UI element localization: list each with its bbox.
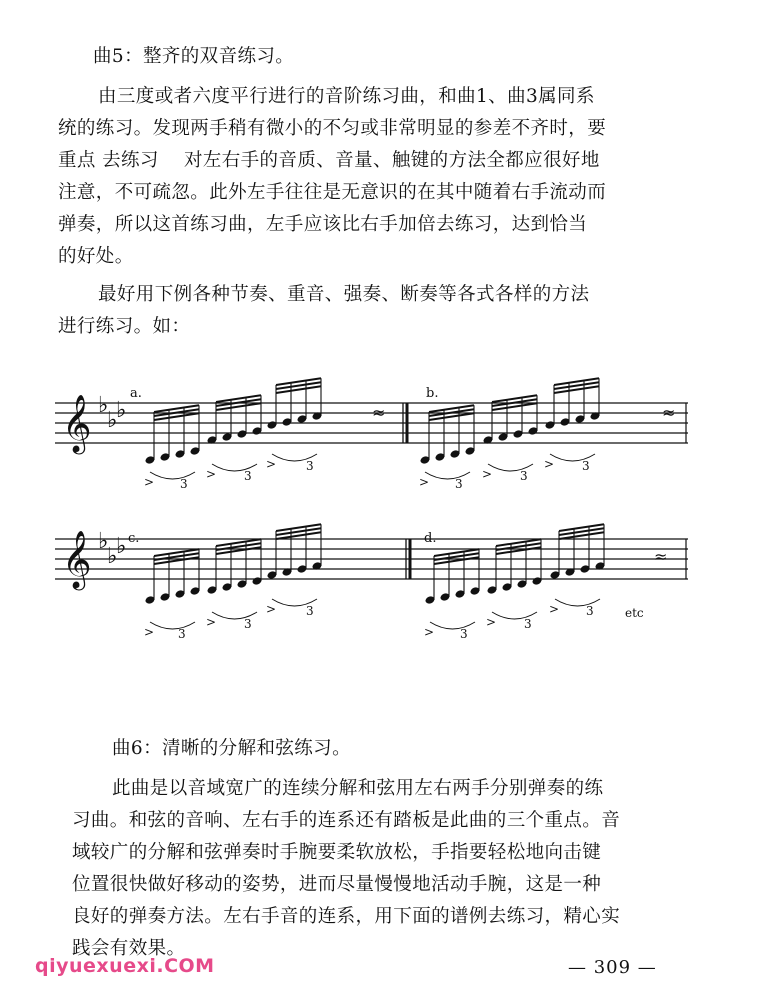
watermark: qiyuexuexi.COM	[35, 955, 215, 977]
staff-system-2	[55, 539, 688, 579]
section5-p1-line6: 的好处。	[58, 246, 134, 267]
example-label-a: a.	[130, 386, 142, 401]
page-number: — 309 —	[568, 957, 657, 978]
svg-text:>: >	[544, 457, 555, 471]
svg-text:3: 3	[306, 604, 314, 618]
section6-p1-line6: 践会有效果。	[72, 938, 186, 959]
section6-title: 曲6：清晰的分解和弦练习。	[112, 738, 351, 759]
svg-text:3: 3	[180, 477, 188, 491]
svg-text:3: 3	[244, 617, 252, 631]
svg-text:>: >	[206, 467, 217, 481]
example-label-b: b.	[426, 386, 439, 401]
svg-text:♭: ♭	[98, 529, 109, 554]
svg-text:3: 3	[520, 469, 528, 483]
section5-p1-line2: 统的练习。发现两手稍有微小的不匀或非常明显的参差不齐时，要	[58, 118, 607, 139]
example-label-d: d.	[424, 531, 437, 546]
svg-text:>: >	[266, 602, 277, 616]
svg-text:♭: ♭	[107, 408, 118, 433]
svg-text:≈: ≈	[372, 403, 386, 422]
section5-p2-line1: 最好用下例各种节奏、重音、强奏、断奏等各式各样的方法	[98, 284, 590, 305]
svg-text:>: >	[419, 475, 430, 489]
svg-text:>: >	[144, 475, 155, 489]
svg-text:3: 3	[455, 477, 463, 491]
svg-text:>: >	[266, 457, 277, 471]
section6-p1-line3: 域较广的分解和弦弹奏时手腕要柔软放松，手指要轻松地向击键	[72, 842, 602, 863]
svg-text:>: >	[486, 615, 497, 629]
treble-clef-icon: 𝄞	[62, 530, 92, 588]
svg-text:>: >	[144, 625, 155, 639]
key-signature-flats-icon	[98, 393, 126, 569]
svg-text:≈: ≈	[654, 547, 668, 566]
svg-text:♭: ♭	[98, 393, 109, 418]
section5-p2-line2: 进行练习。如：	[58, 316, 191, 337]
svg-text:3: 3	[582, 459, 590, 473]
section6-p1-line4: 位置很快做好移动的姿势，进而尽量慢慢地活动手腕，这是一种	[72, 874, 602, 895]
section5-p1-line4: 注意，不可疏忽。此外左手往往是无意识的在其中随着右手流动而	[58, 182, 607, 203]
svg-text:>: >	[206, 615, 217, 629]
svg-text:3: 3	[586, 604, 594, 618]
svg-text:3: 3	[244, 469, 252, 483]
svg-text:3: 3	[306, 459, 314, 473]
treble-clef-icon: 𝄞	[62, 394, 92, 452]
svg-text:>: >	[549, 602, 560, 616]
section5-p1-line3: 重点 去练习 对左右手的音质、音量、触键的方法全都应很好地	[58, 150, 600, 171]
svg-text:3: 3	[524, 617, 532, 631]
svg-text:>: >	[424, 625, 435, 639]
svg-text:≈: ≈	[662, 403, 676, 422]
section5-p1-line5: 弹奏，所以这首练习曲，左手应该比右手加倍去练习，达到恰当	[58, 214, 588, 235]
section5-title: 曲5：整齐的双音练习。	[93, 46, 295, 67]
section6-p1-line1: 此曲是以音域宽广的连续分解和弦用左右两手分别弹奏的练	[112, 778, 604, 799]
section6-p1-line2: 习曲。和弦的音响、左右手的连系还有踏板是此曲的三个重点。音	[72, 810, 621, 831]
svg-text:♭: ♭	[116, 398, 127, 423]
svg-text:♭: ♭	[116, 534, 127, 559]
etc-label: etc	[625, 606, 644, 620]
svg-text:3: 3	[460, 627, 468, 641]
example-label-c: c.	[128, 531, 140, 546]
svg-text:♭: ♭	[107, 544, 118, 569]
svg-text:>: >	[482, 467, 493, 481]
section6-p1-line5: 良好的弹奏方法。左右手音的连系，用下面的谱例去练习，精心实	[72, 906, 621, 927]
svg-text:3: 3	[178, 627, 186, 641]
section5-p1-line1: 由三度或者六度平行进行的音阶练习曲，和曲1、曲3属同系	[98, 86, 595, 107]
